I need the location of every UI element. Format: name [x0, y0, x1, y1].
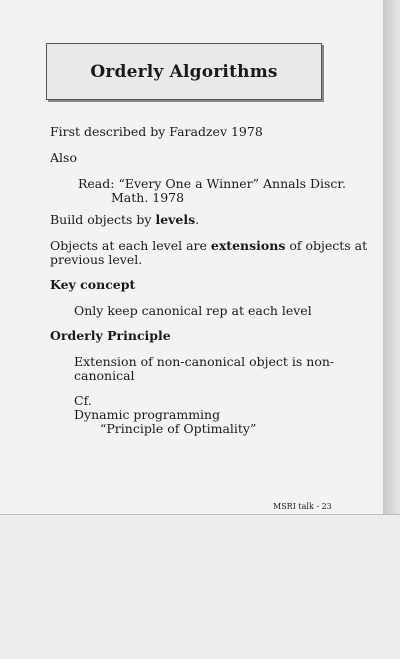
slide-title: Orderly Algorithms — [90, 61, 278, 82]
ext-suffix: of objects at — [285, 238, 368, 253]
principle-of-optimality-line: “Principle of Optimality” — [100, 421, 257, 436]
first-described-line: First described by Faradzev 1978 — [50, 124, 263, 139]
orderly-text-line-2: canonical — [74, 368, 135, 383]
extensions-line-2: previous level. — [50, 252, 143, 267]
levels-prefix: Build objects by — [50, 212, 156, 227]
levels-bold: levels — [155, 212, 196, 227]
footer-page-label: MSRI talk - 23 — [273, 502, 332, 511]
orderly-text-line-1: Extension of non-canonical object is non- — [74, 354, 335, 369]
levels-line — [50, 212, 199, 227]
orderly-principle-heading: Orderly Principle — [50, 328, 171, 343]
read-line-2: Math. 1978 — [111, 190, 185, 205]
page-edge — [383, 0, 400, 514]
ext-bold: extensions — [210, 238, 286, 253]
key-concept-text: Only keep canonical rep at each level — [74, 303, 312, 318]
dynamic-programming-line: Dynamic programming — [74, 407, 221, 422]
key-concept-heading: Key concept — [50, 277, 136, 292]
ext-prefix: Objects at each level are — [50, 238, 211, 253]
extensions-line-1 — [50, 238, 367, 253]
levels-suffix: . — [195, 212, 200, 227]
read-line-1: Read: “Every One a Winner” Annals Discr. — [78, 176, 346, 191]
cf-line: Cf. — [74, 393, 92, 408]
lower-blank-area — [0, 514, 400, 659]
title-box — [46, 43, 322, 100]
also-line: Also — [50, 150, 77, 165]
